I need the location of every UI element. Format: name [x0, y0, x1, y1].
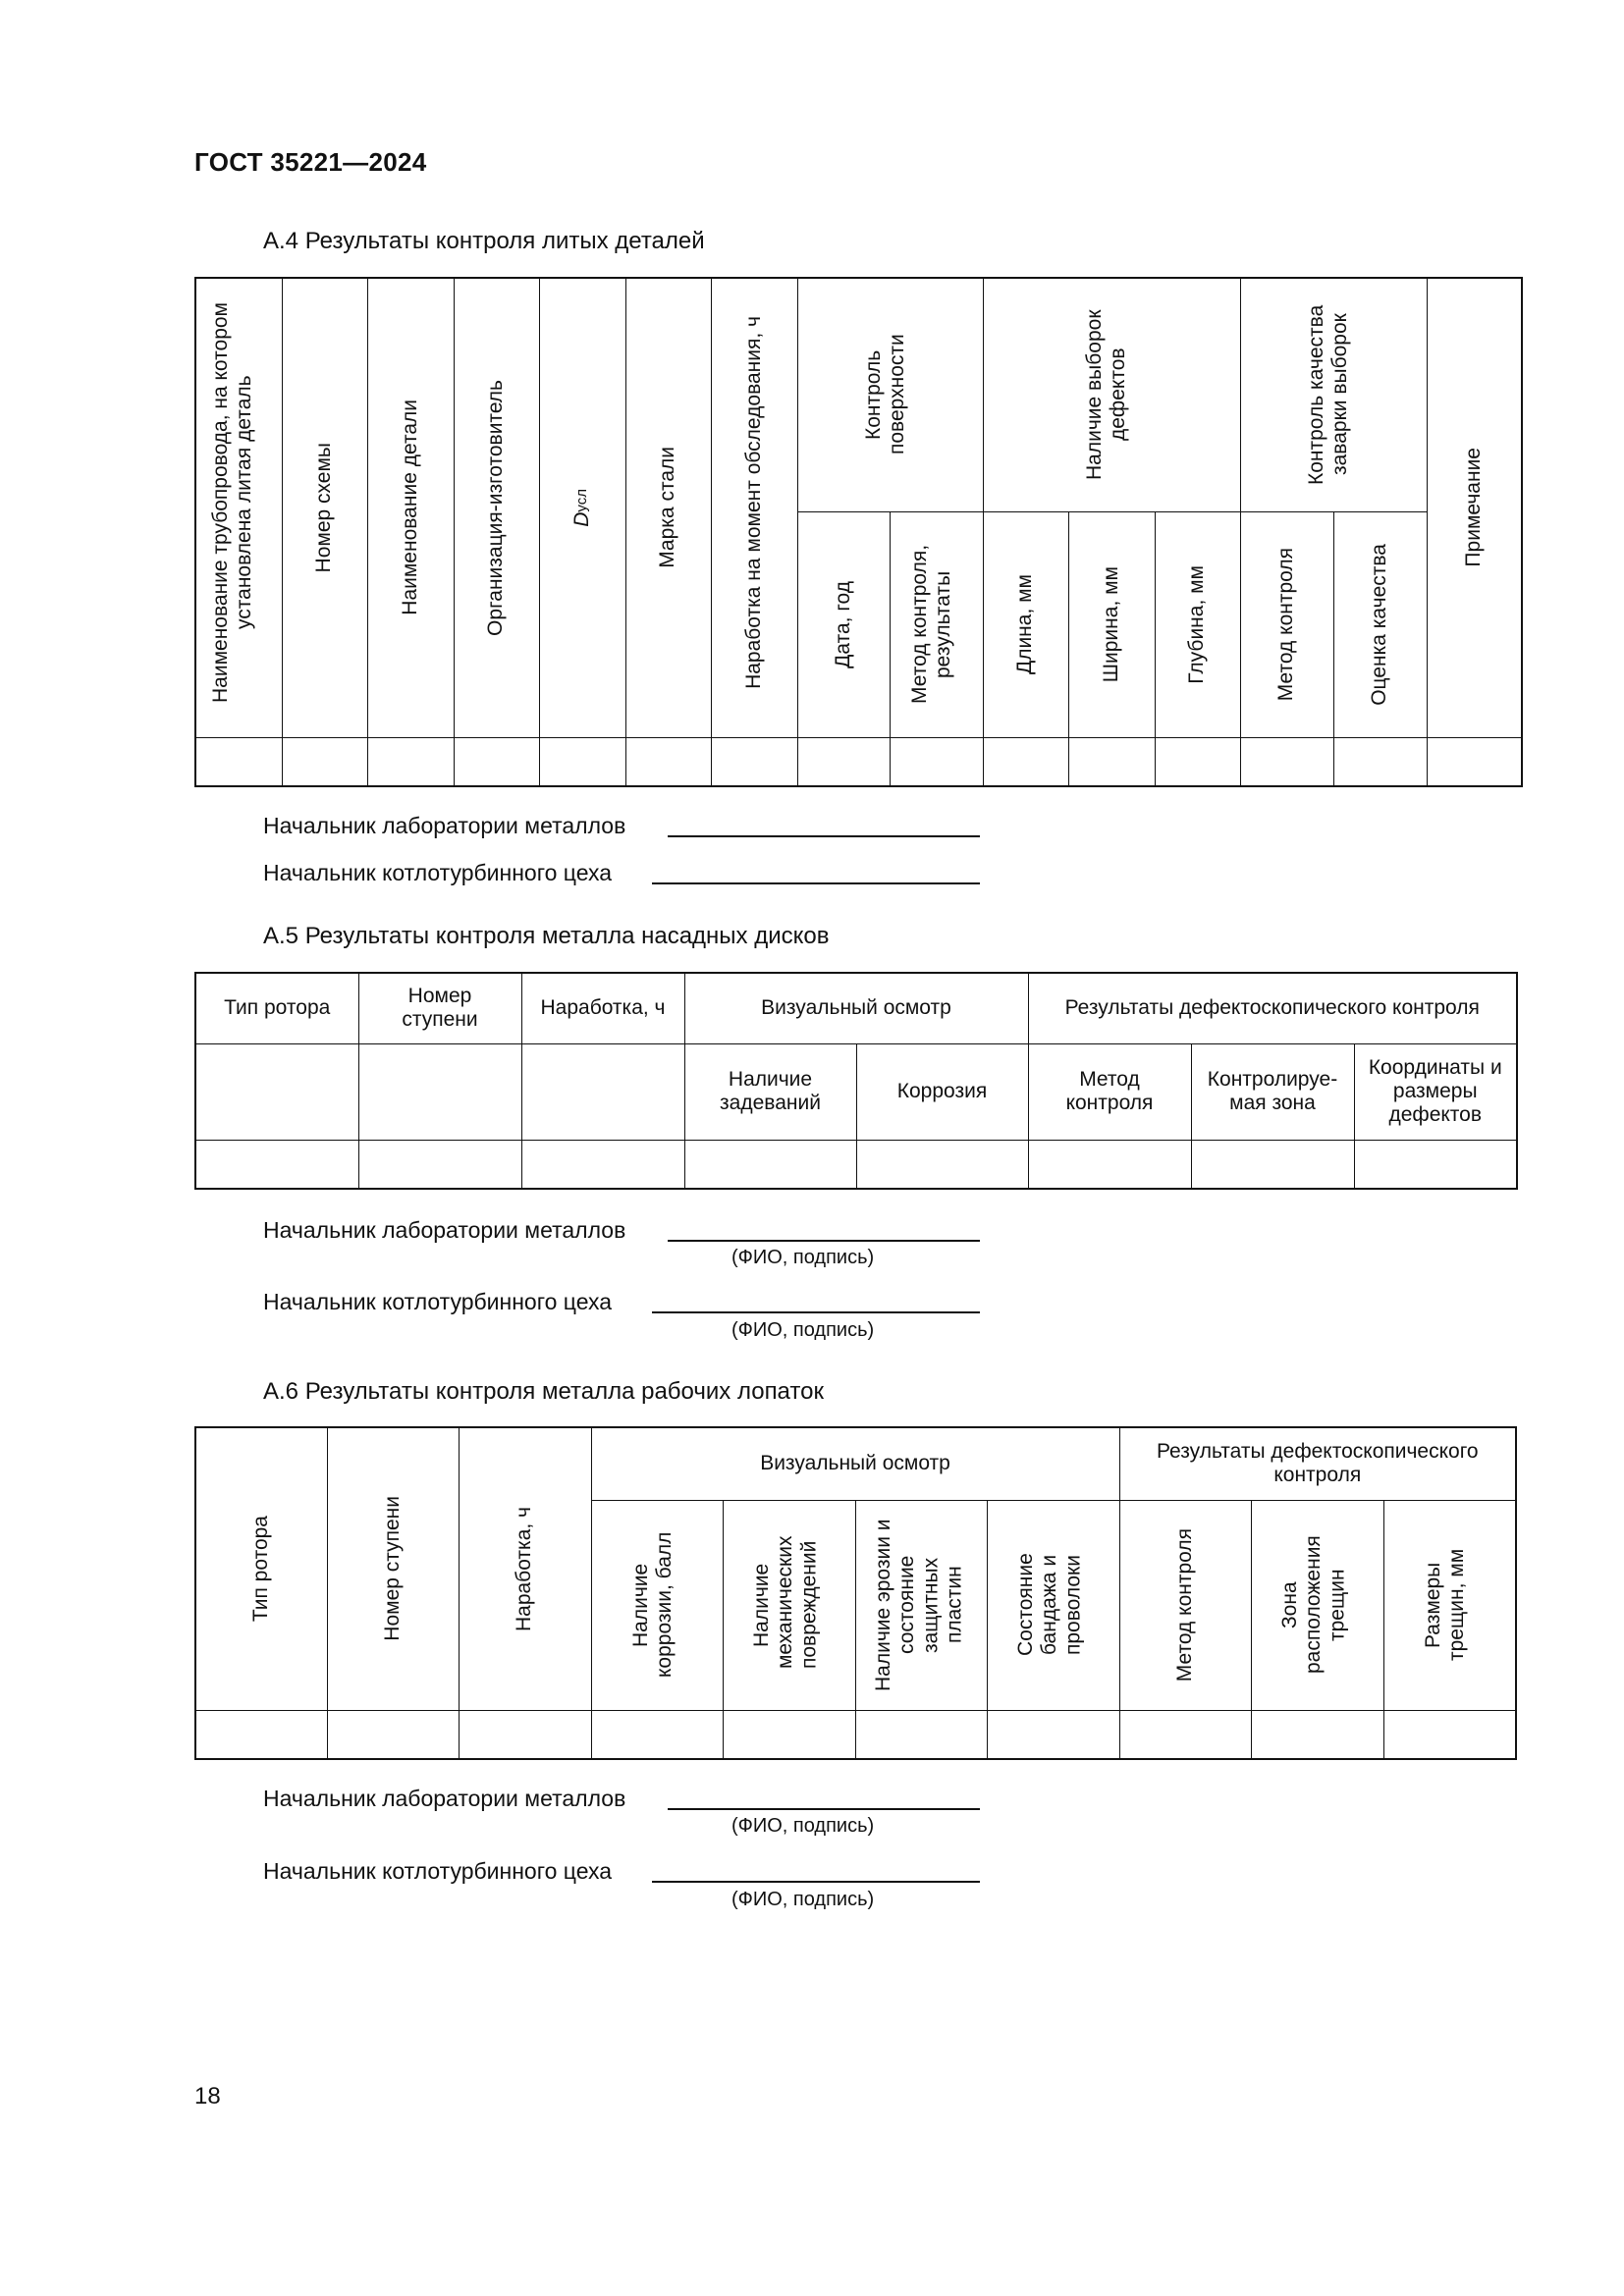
signature-rule: [668, 835, 980, 837]
header-control-method: Метод контроля: [1119, 1500, 1251, 1710]
header-quality-assessment: Оценка качества: [1333, 511, 1427, 737]
header-operating-time: Наработка, ч: [459, 1427, 591, 1710]
header-visual-inspection: Визуальный осмотр: [591, 1427, 1119, 1500]
header-defect-samples: Наличие выборок дефектов: [983, 278, 1240, 511]
header-depth: Глубина, мм: [1155, 511, 1240, 737]
signature-rule: [652, 1311, 980, 1313]
header-surface-control: Контроль поверхности: [797, 278, 983, 511]
header-note: Примечание: [1427, 278, 1522, 737]
header-stage-number: Номер ступени: [358, 973, 521, 1043]
fio-caption: (ФИО, подпись): [731, 1815, 875, 1837]
header-shroud-wire: Состояние бандажа и проволоки: [987, 1500, 1119, 1710]
page-number: 18: [194, 2083, 221, 2109]
signature-rule: [668, 1240, 980, 1242]
header-scuffing: Наличие задеваний: [684, 1043, 856, 1140]
header-dn: Dусл: [539, 278, 625, 737]
signature-rule: [652, 1881, 980, 1883]
header-operating-time: Наработка, ч: [521, 973, 684, 1043]
header-rotor-type: Тип ротора: [195, 1427, 327, 1710]
header-width: Ширина, мм: [1068, 511, 1155, 737]
signature-rule: [668, 1808, 980, 1810]
header-pipeline: Наименование трубопровода, на котором установлена литая деталь: [195, 278, 282, 737]
header-control-method: Метод контроля: [1028, 1043, 1191, 1140]
header-crack-size: Размеры трещин, мм: [1383, 1500, 1516, 1710]
header-control-method: Метод контроля: [1240, 511, 1333, 737]
header-weld-quality: Контроль качества заварки выборок: [1240, 278, 1427, 511]
header-crack-zone: Зона расположения трещин: [1251, 1500, 1383, 1710]
header-method-results: Метод контроля, результаты: [890, 511, 983, 737]
header-date-year: Дата, год: [797, 511, 890, 737]
a4-shop-head-signature: Начальник котлотурбинного цеха: [263, 860, 612, 886]
header-operating-time: Наработка на момент обследования, ч: [711, 278, 797, 737]
header-corrosion: Коррозия: [856, 1043, 1028, 1140]
section-a6-title: А.6 Результаты контроля металла рабочих лопаток: [263, 1378, 824, 1405]
table-a4: [194, 277, 1523, 787]
header-mechanical-damage: Наличие механических повреждений: [723, 1500, 855, 1710]
header-coordinates: Координаты и размеры дефектов: [1354, 1043, 1517, 1140]
section-a4-title: А.4 Результаты контроля литых деталей: [263, 228, 705, 254]
fio-caption: (ФИО, подпись): [731, 1247, 875, 1268]
a5-lab-head-signature: Начальник лаборатории металлов: [263, 1217, 625, 1244]
header-control-zone: Контролируе-мая зона: [1191, 1043, 1354, 1140]
header-erosion: Наличие эрозии и состояние защитных пластин: [855, 1500, 987, 1710]
section-a5-title: А.5 Результаты контроля металла насадных дисков: [263, 923, 830, 949]
signature-rule: [652, 882, 980, 884]
table-row: [195, 1710, 1516, 1759]
fio-caption: (ФИО, подпись): [731, 1319, 875, 1341]
table-a5: [194, 972, 1518, 1190]
table-row: [195, 1140, 1517, 1189]
header-rotor-type: Тип ротора: [195, 973, 358, 1043]
header-defectoscopy: Результаты дефектоскопического контроля: [1028, 973, 1517, 1043]
header-scheme-number: Номер схемы: [282, 278, 367, 737]
fio-caption: (ФИО, подпись): [731, 1889, 875, 1910]
header-visual-inspection: Визуальный осмотр: [684, 973, 1028, 1043]
header-corrosion-score: Наличие коррозии, балл: [591, 1500, 723, 1710]
table-row: [195, 737, 1522, 786]
a5-shop-head-signature: Начальник котлотурбинного цеха: [263, 1289, 612, 1315]
header-part-name: Наименование детали: [367, 278, 454, 737]
a4-lab-head-signature: Начальник лаборатории металлов: [263, 813, 625, 839]
header-defectoscopy: Результаты дефектоскопического контроля: [1119, 1427, 1516, 1500]
a6-lab-head-signature: Начальник лаборатории металлов: [263, 1786, 625, 1812]
document-code: ГОСТ 35221—2024: [194, 147, 427, 177]
header-length: Длина, мм: [983, 511, 1068, 737]
header-steel-grade: Марка стали: [625, 278, 711, 737]
a6-shop-head-signature: Начальник котлотурбинного цеха: [263, 1858, 612, 1885]
header-stage-number: Номер ступени: [327, 1427, 459, 1710]
table-a6: [194, 1426, 1517, 1760]
header-manufacturer: Организация-изготовитель: [454, 278, 539, 737]
